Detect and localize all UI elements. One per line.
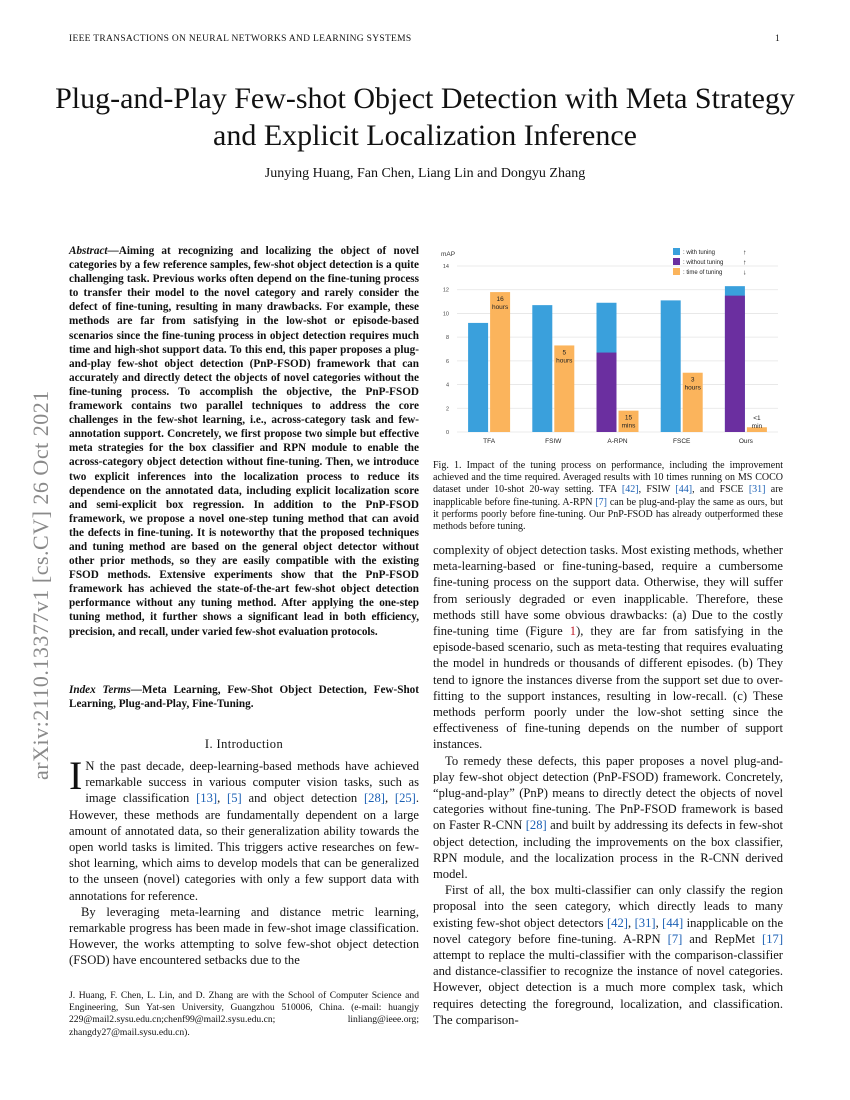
bar-time-of-tuning [490, 292, 510, 432]
caption-label: Fig. 1. [433, 460, 462, 471]
citation-link[interactable]: [7] [595, 496, 607, 508]
x-tick-label: Ours [738, 438, 753, 445]
index-terms [69, 683, 419, 711]
right-column-text: complexity of object detection tasks. Most existing methods, whether meta-learning-based or fine-tuning-based, require a cumbersome fine-tuning process on the support data. Otherwise, they will suffer from seriously degraded or even inapplicable. Therefore, these methods still have some obvious drawbacks: (a) Due to the costly fine-tuning time (Figure 1), they are far from satisfying in the episode-based scenario, such as meta-testing that requires evaluating the model in hundreds or thousands of different episodes. (b) They tend to ignore the instances diverse from the support set due to over-fitting to the support instances, resulting in low-recall. (c) These methods perform poorly under the low-shot setting since the effectiveness of fine-tuning depends on the number of support instances. To remedy these defects, this paper proposes a novel plug-and-play few-shot object detection (PnP-FSOD) framework. Concretely, “plug-and-play” (PnP) means to directly detect the objects of novel categories without fine-tuning. The PnP-FSOD framework is based on Faster R-CNN [28] and built by addressing its defects in few-shot object detection, including the improvements on the box classifier, RPN module, and the localization process in the R-CNN derived model. First of all, the box multi-classifier can only classify the region proposal into the seen category, which directly leads to many existing few-shot object detectors [42], [31], [44] inapplicable on the novel category before fine-tuning. A-RPN [7] and RepMet [17] attempt to replace the multi-classifier with the comparison-classifier and distance-classifier to recognize the instance of novel categories. However, object detection is a much more complex task, which requires detecting the foreground, localization, and classification. The comparison- [433, 543, 784, 1027]
index-terms-text: —Meta Learning, Few-Shot Object Detection, Few-Shot Learning, Plug-and-Play, Fine-Tuning. [69, 684, 419, 711]
citation-link[interactable]: [17] [762, 931, 784, 946]
arxiv-stamp: arXiv:2110.13377v1 [cs.CV] 26 Oct 2021 [28, 390, 53, 780]
bar-chart [433, 244, 783, 454]
citation-link[interactable]: [42] [606, 915, 628, 930]
footnote: J. Huang, F. Chen, L. Lin, and D. Zhang are with the School of Computer Science and Engineering, Sun Yat-sen University, Guangzhou 510006, China. (e-mail: huangjy 229@mail2.sysu.edu.cn;chenf99@mail2.sysu.edu.cn; linliang@ieee.org; zhangdy27@mail.sysu.edu.cn). [69, 990, 419, 1038]
y-tick-label: 10 [442, 311, 449, 318]
section-heading: I. Introduction [204, 737, 284, 751]
figure-ref-link[interactable]: 1 [569, 624, 577, 639]
caption-text: , FSIW [638, 484, 676, 496]
y-tick-label: 12 [442, 287, 449, 294]
caption-text: , and FSCE [692, 484, 749, 496]
intro-p2: By leveraging meta-learning and distance metric learning, remarkable progress has been made in few-shot image classification. However, the works attempting to solve few-shot object detection (FSOD) have encountered setbacks due to the [69, 904, 419, 968]
page-number: 1 [775, 34, 781, 44]
y-tick-label: 6 [445, 358, 449, 365]
bar-without-tuning [597, 353, 617, 432]
figure-caption [433, 460, 783, 533]
y-tick-label: 4 [445, 382, 449, 389]
x-tick-label: FSCE [673, 438, 691, 445]
caption-text: Impact of the tuning process on performance, including the improvement achieved and the time required. Averaged results with 10 times running on MS COCO dataset under 10-shot 20-way setting. TFA [433, 460, 783, 496]
rc-p3: First of all, the box multi-classifier can only classify the region proposal into the seen category, which directly leads to many existing few-shot object detectors [433, 883, 783, 930]
rc-p3: attempt to replace the multi-classifier with the comparison-classifier and distance-classifier to recognize the instance of novel categories. However, object detection is a much more complex task, which requires detecting the foreground, localization, and classification. The comparison- [433, 948, 783, 1027]
legend-label: : time of tuning [683, 270, 723, 276]
abstract [69, 244, 419, 639]
time-label: 5 [562, 349, 567, 357]
figure-1-chart [433, 244, 783, 454]
x-tick-label: A-RPN [607, 438, 628, 445]
legend-arrow: ↓ [743, 269, 747, 277]
intro-p1: . However, these methods are fundamentally dependent on a large amount of annotated data, so their generalization ability towards the open world tasks is limited. This triggers active researches on few-shot learning, which aims to develop models that can be generalized to the unseen (novel) categories with only a few support data with annotations for reference. [69, 791, 420, 903]
citation-link[interactable]: [28] [363, 791, 385, 806]
abstract-text: —Aiming at recognizing and localizing the object of novel categories by a few reference samples, few-shot object detection is a quite challenging task. Previous works often depend on the fine-tuning process to transfer their model to the novel category and rarely consider the defect of fine-tuning, resulting in many drawbacks. For example, these methods are far from satisfying in the low-shot or episode-based scenarios since the fine-tuning process in object detection requires much time and high-shot support data. To this end, this paper proposes a plug-and-play few-shot object detection (PnP-FSOD) framework that can accurately and directly detect the objects of novel categories without the fine-tuning process. To accomplish the objective, the PnP-FSOD framework contains two parallel techniques to address the core challenges in the few-shot learning, i.e., across-category task and few-annotation support. Concretely, we first propose two simple but effective meta strategies for the box classifier and RPN module to enable the across-category object detection without fine-tuning. Then, we introduce two explicit inferences into the localization process to reduce its dependence on the annotated data, including explicit localization score and semi-explicit box regression. In addition to the PnP-FSOD framework, we propose a novel one-step tuning method that can avoid the defects in fine-tuning. It is noteworthy that the proposed techniques and tuning method are based on the general object detector without other prior methods, so they are easily compatible with the existing FSOD methods. Extensive experiments show that the PnP-FSOD framework has achieved the state-of-the-art few-shot object detection performance without any tuning method. After applying the one-step tuning method, it further shows a significant lead in both efficiency, precision, and recall, under varied few-shot evaluation protocols. [69, 245, 419, 638]
bar-with-tuning [468, 323, 488, 432]
citation-link[interactable]: [13] [196, 791, 218, 806]
x-tick-label: TFA [483, 438, 496, 445]
x-tick-label: FSIW [545, 438, 562, 445]
y-axis-label: mAP [441, 251, 456, 258]
drop-cap: I [69, 753, 83, 798]
citation-link[interactable]: [5] [227, 791, 242, 806]
time-label: min [751, 423, 763, 430]
bar-without-tuning [725, 296, 745, 432]
citation-link[interactable]: [31] [748, 484, 766, 496]
abstract-label: Abstract [69, 245, 108, 257]
rc-p2: and built by addressing its defects in few-shot object detection, including the improvements on the box classifier, RPN module, and the localization process in the R-CNN derived model. [433, 818, 783, 882]
time-label: hours [491, 304, 509, 312]
rc-p1: complexity of object detection tasks. Most existing methods, whether meta-learning-based or fine-tuning-based, require a cumbersome fine-tuning process on the support data. Otherwise, they will suffer from seriously degraded or even inapplicable. Therefore, these methods still have some obvious drawbacks: (a) Due to the costly fine-tuning time (Figure [433, 543, 783, 639]
time-label: 16 [496, 296, 504, 304]
citation-link[interactable]: [42] [621, 484, 639, 496]
citation-link[interactable]: [44] [662, 915, 684, 930]
y-tick-label: 8 [445, 335, 449, 342]
time-label: 3 [690, 376, 695, 384]
legend-label: : without tuning [683, 260, 724, 266]
citation-link[interactable]: [7] [667, 931, 683, 946]
intro-p1: and object detection [241, 791, 364, 806]
intro-text: I N the past decade, deep-learning-based methods have achieved remarkable success in various computer vision tasks, such as image classification [13], [5] and object detection [28], [25]. However, these methods are fundamentally dependent on a large amount of annotated data, so their generalization ability towards the open world tasks is limited. This triggers active researches on few-shot learning, which aims to develop models that can be generalized to the unseen (novel) categories with only a few support data with annotations for reference. By leveraging meta-learning and distance metric learning, remarkable progress has been made in few-shot image classification. However, the works attempting to solve few-shot object detection (FSOD) have encountered setbacks due to the [69, 753, 420, 968]
paper-title: Plug-and-Play Few-shot Object Detection with Meta Strategy and Explicit Localization Inference [55, 82, 795, 152]
intro-p1: N the past decade, deep-learning-based methods have achieved remarkable success in various computer vision tasks, such as image classification [85, 759, 419, 806]
authors: Junying Huang, Fan Chen, Liang Lin and Dongyu Zhang [264, 166, 586, 181]
index-terms-label: Index Terms [69, 684, 131, 696]
time-label: hours [684, 384, 701, 392]
legend-arrow: ↑ [743, 249, 747, 257]
citation-link[interactable]: [31] [634, 915, 656, 930]
y-tick-label: 14 [442, 264, 449, 270]
bar-with-tuning [532, 305, 552, 432]
legend-swatch [673, 268, 680, 275]
y-tick-label: 0 [445, 430, 449, 436]
bar-with-tuning [661, 300, 681, 432]
rc-p3: and RepMet [682, 931, 763, 946]
citation-link[interactable]: [28] [525, 818, 547, 833]
y-tick-label: 2 [445, 406, 449, 413]
legend-arrow: ↑ [743, 259, 747, 267]
legend-swatch [673, 258, 680, 265]
time-label: 15 [624, 414, 633, 422]
rc-p3: inapplicable on the novel category before fine-tuning. A-RPN [433, 915, 784, 946]
legend-swatch [673, 248, 680, 255]
citation-link[interactable]: [44] [675, 484, 693, 496]
time-label: mins [621, 422, 636, 430]
time-label: hours [556, 357, 573, 365]
time-label: <1 [753, 415, 761, 422]
citation-link[interactable]: [25] [394, 791, 416, 806]
caption-text: are inapplicable before fine-tuning. A-RPN [433, 484, 783, 508]
rc-p2: To remedy these defects, this paper proposes a novel plug-and-play few-shot object detection (PnP-FSOD) framework. Concretely, “plug-and-play” (PnP) means to directly detect the objects of novel categories without fine-tuning. The PnP-FSOD framework is based on Faster R-CNN [433, 753, 783, 833]
caption-text: can be plug-and-play the same as ours, but it performs poorly before fine-tuning. Our PnP-FSOD has already outperformed these methods before tuning. [433, 496, 783, 533]
legend-label: : with tuning [683, 250, 716, 256]
rc-p1: ), they are far from satisfying in the episode-based scenario, such as meta-testing that requires evaluating the model in hundreds or thousands of different episodes. (b) They tend to ignore the instances diverse from the support set due to over-fitting to the support instances, resulting in low-recall. (c) These methods perform poorly under the low-shot setting since the effectiveness of fine-tuning depends on the number of support instances. [433, 624, 783, 752]
journal-header: IEEE TRANSACTIONS ON NEURAL NETWORKS AND LEARNING SYSTEMS [69, 34, 412, 44]
